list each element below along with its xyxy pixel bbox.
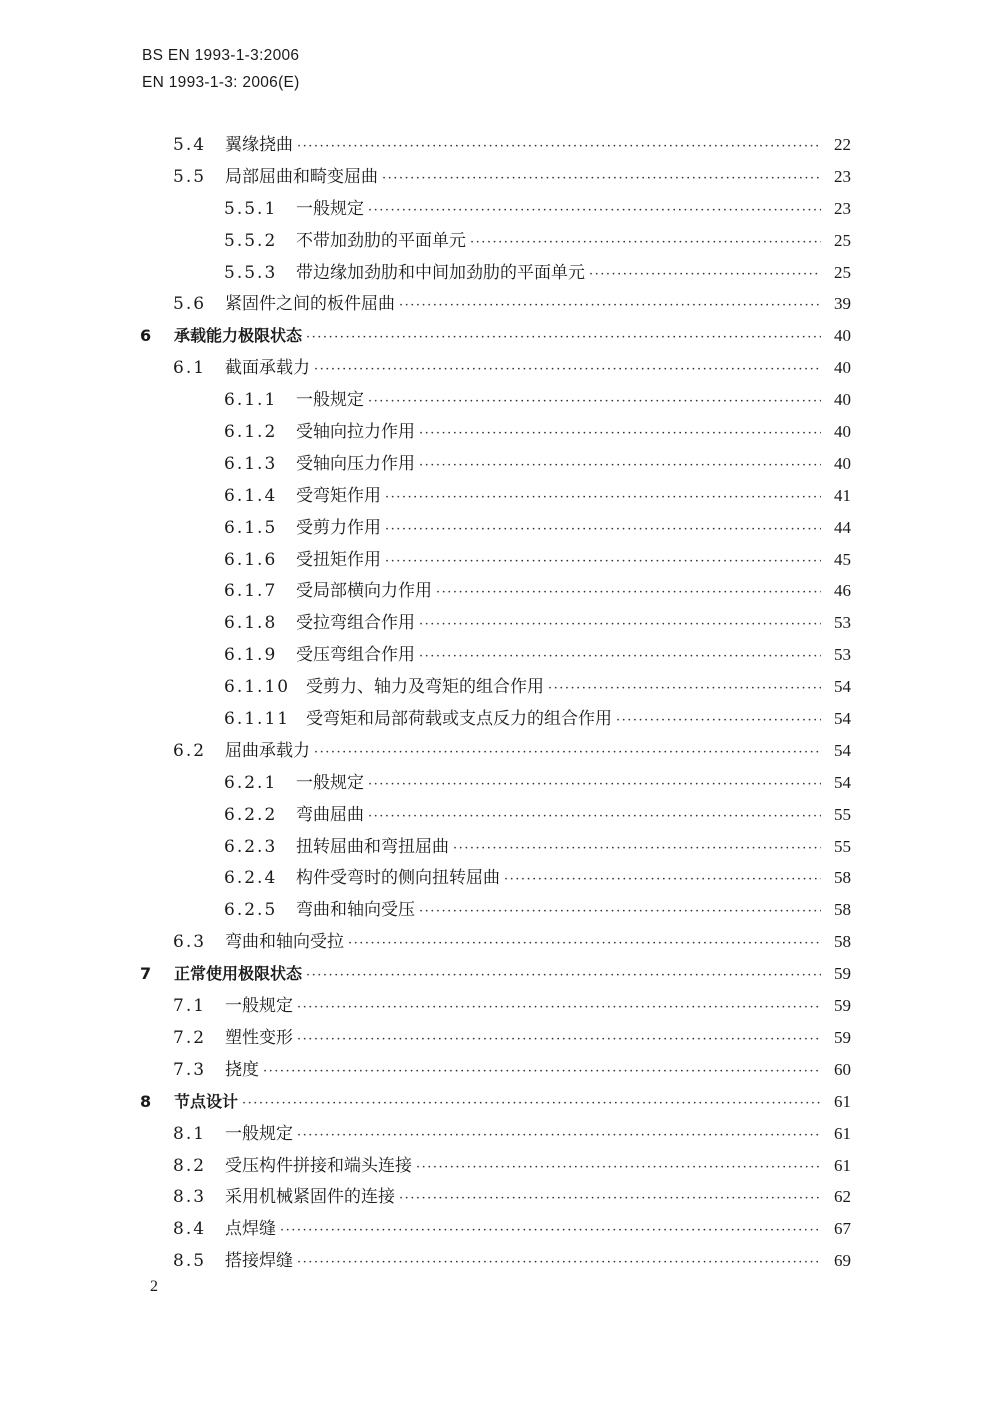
- dot-leader: [297, 1120, 821, 1152]
- toc-entry-number: 6.1.9: [224, 645, 278, 666]
- toc-entry-title: 搭接焊缝: [225, 1251, 293, 1272]
- toc-entry-page: 44: [834, 517, 851, 537]
- toc-entry-page: 59: [834, 996, 851, 1016]
- toc-entry: [140, 448, 851, 480]
- toc-entry-page: 58: [834, 868, 851, 888]
- toc-entry: [140, 225, 851, 257]
- toc-entry: [140, 831, 851, 863]
- toc-entry-title: 受扭矩作用: [296, 549, 381, 570]
- toc-entry-number: 6.1.5: [224, 517, 278, 538]
- toc-entry: [140, 575, 851, 607]
- toc-entry: [140, 352, 851, 384]
- document-header: [142, 42, 300, 96]
- dot-leader: [453, 833, 821, 865]
- dot-leader: [314, 354, 821, 386]
- dot-leader: [385, 482, 821, 514]
- toc-entry-page: 54: [834, 740, 851, 760]
- toc-entry-title: 扭转屈曲和弯扭屈曲: [296, 836, 449, 857]
- toc-entry-title: 受弯矩和局部荷载或支点反力的组合作用: [306, 709, 612, 730]
- toc-entry-page: 53: [834, 645, 851, 665]
- toc-entry-page: 23: [834, 166, 851, 186]
- toc-entry-number: 8.1: [173, 1123, 207, 1144]
- toc-entry-title: 一般规定: [296, 390, 364, 411]
- toc-entry-title: 紧固件之间的板件屈曲: [225, 294, 395, 315]
- toc-entry-page: 46: [834, 581, 851, 601]
- dot-leader: [382, 163, 821, 195]
- toc-entry: [140, 480, 851, 512]
- toc-entry-number: 7.3: [173, 1059, 207, 1080]
- toc-entry-number: 6.1.1: [224, 390, 278, 411]
- dot-leader: [297, 992, 821, 1024]
- toc-entry: [140, 1022, 851, 1054]
- toc-entry-page: 40: [834, 358, 851, 378]
- toc-entry-number: 7.1: [173, 996, 207, 1017]
- toc-entry-title: 受压弯组合作用: [296, 645, 415, 666]
- dot-leader: [419, 450, 821, 482]
- dot-leader: [368, 801, 821, 833]
- toc-entry-page: 39: [834, 294, 851, 314]
- toc-entry: [140, 1181, 851, 1213]
- toc-entry: [140, 703, 851, 735]
- dot-leader: [589, 259, 821, 291]
- toc-entry-number: 6.2: [173, 740, 207, 761]
- toc-entry-page: 60: [834, 1059, 851, 1079]
- toc-entry-page: 55: [834, 804, 851, 824]
- toc-entry-title: 一般规定: [296, 772, 364, 793]
- toc-entry-title: 塑性变形: [225, 1027, 293, 1048]
- toc-entry: [140, 1054, 851, 1086]
- dot-leader: [306, 960, 821, 992]
- toc-entry-number: 6.2.4: [224, 868, 278, 889]
- toc-entry: [140, 607, 851, 639]
- toc-entry-number: 8: [140, 1091, 152, 1111]
- toc-entry-page: 59: [834, 964, 851, 984]
- dot-leader: [419, 609, 821, 641]
- toc-entry-page: 23: [834, 198, 851, 218]
- toc-entry: [140, 735, 851, 767]
- toc-entry: [140, 926, 851, 958]
- dot-leader: [436, 577, 821, 609]
- toc-entry-number: 6.2.3: [224, 836, 278, 857]
- toc-entry-number: 6.1: [173, 358, 207, 379]
- toc-entry: [140, 767, 851, 799]
- dot-leader: [297, 1024, 821, 1056]
- toc-entry-page: 62: [834, 1187, 851, 1207]
- toc-entry-page: 61: [834, 1123, 851, 1143]
- table-of-contents: [140, 129, 851, 1277]
- toc-entry-number: 6.1.3: [224, 453, 278, 474]
- toc-entry-title: 弯曲屈曲: [296, 804, 364, 825]
- toc-entry: [140, 894, 851, 926]
- dot-leader: [280, 1215, 821, 1247]
- toc-entry: [140, 129, 851, 161]
- toc-entry-title: 受局部横向力作用: [296, 581, 432, 602]
- dot-leader: [368, 769, 821, 801]
- toc-entry-title: 节点设计: [174, 1091, 239, 1111]
- toc-entry-number: 5.5: [173, 166, 207, 187]
- dot-leader: [306, 322, 821, 354]
- toc-entry-page: 40: [834, 390, 851, 410]
- toc-entry: [140, 544, 851, 576]
- toc-entry-title: 带边缘加劲肋和中间加劲肋的平面单元: [296, 262, 585, 283]
- dot-leader: [419, 896, 821, 928]
- toc-entry-number: 8.4: [173, 1219, 207, 1240]
- toc-entry: [140, 1213, 851, 1245]
- toc-entry-title: 构件受弯时的侧向扭转屈曲: [296, 868, 500, 889]
- toc-entry-number: 6.1.4: [224, 485, 278, 506]
- toc-entry-title: 弯曲和轴向受拉: [225, 932, 344, 953]
- dot-leader: [616, 705, 821, 737]
- toc-entry-title: 挠度: [225, 1059, 259, 1080]
- toc-entry: [140, 320, 851, 352]
- dot-leader: [368, 386, 821, 418]
- toc-entry-title: 一般规定: [225, 996, 293, 1017]
- toc-entry: [140, 161, 851, 193]
- toc-entry: [140, 416, 851, 448]
- toc-entry: [140, 639, 851, 671]
- toc-entry-title: 一般规定: [296, 198, 364, 219]
- toc-entry-number: 6.1.8: [224, 613, 278, 634]
- toc-entry-number: 6.2.1: [224, 772, 278, 793]
- toc-entry-page: 41: [834, 485, 851, 505]
- toc-entry-title: 局部屈曲和畸变屈曲: [225, 166, 378, 187]
- toc-entry: [140, 1086, 851, 1118]
- toc-entry-number: 7.2: [173, 1027, 207, 1048]
- toc-entry-number: 6.1.11: [224, 709, 291, 730]
- dot-leader: [385, 514, 821, 546]
- dot-leader: [470, 227, 821, 259]
- dot-leader: [263, 1056, 821, 1088]
- toc-entry-number: 6.1.6: [224, 549, 278, 570]
- toc-entry: [140, 288, 851, 320]
- toc-entry-page: 25: [834, 262, 851, 282]
- dot-leader: [385, 546, 821, 578]
- dot-leader: [419, 418, 821, 450]
- toc-entry: [140, 799, 851, 831]
- toc-entry: [140, 1118, 851, 1150]
- toc-entry: [140, 1245, 851, 1277]
- toc-entry-number: 8.2: [173, 1155, 207, 1176]
- toc-entry-number: 6.1.7: [224, 581, 278, 602]
- toc-entry: [140, 257, 851, 289]
- toc-entry-page: 22: [834, 135, 851, 154]
- standard-code-bs: BS EN 1993-1-3:2006: [142, 47, 300, 64]
- toc-entry-number: 6.2.5: [224, 900, 278, 921]
- toc-entry-title: 屈曲承载力: [225, 740, 310, 761]
- toc-entry-number: 5.5.2: [224, 230, 278, 251]
- page-number: 2: [150, 1278, 158, 1295]
- toc-entry-page: 40: [834, 422, 851, 442]
- toc-entry-page: 25: [834, 230, 851, 250]
- toc-entry-number: 6.1.10: [224, 677, 291, 698]
- dot-leader: [368, 195, 821, 227]
- toc-entry-page: 69: [834, 1251, 851, 1271]
- toc-entry: [140, 1150, 851, 1182]
- toc-entry: [140, 990, 851, 1022]
- toc-entry: [140, 384, 851, 416]
- toc-entry-number: 6.2.2: [224, 804, 278, 825]
- dot-leader: [297, 1247, 821, 1279]
- toc-entry: [140, 958, 851, 990]
- toc-entry-title: 采用机械紧固件的连接: [225, 1187, 395, 1208]
- dot-leader: [314, 737, 821, 769]
- toc-entry-page: 58: [834, 932, 851, 952]
- toc-entry-page: 59: [834, 1027, 851, 1047]
- toc-entry-title: 受压构件拼接和端头连接: [225, 1155, 412, 1176]
- toc-entry-page: 61: [834, 1155, 851, 1175]
- toc-entry: [140, 512, 851, 544]
- toc-entry-page: 55: [834, 836, 851, 856]
- toc-entry-number: 7: [140, 964, 152, 984]
- toc-entry-title: 受轴向压力作用: [296, 453, 415, 474]
- toc-entry-number: 5.5.1: [224, 198, 278, 219]
- dot-leader: [504, 864, 821, 896]
- toc-entry-title: 受剪力作用: [296, 517, 381, 538]
- toc-entry-title: 一般规定: [225, 1123, 293, 1144]
- toc-entry-number: 6: [140, 326, 152, 346]
- dot-leader: [416, 1152, 821, 1184]
- toc-entry-title: 不带加劲肋的平面单元: [296, 230, 466, 251]
- toc-entry-number: 5.6: [173, 294, 207, 315]
- toc-entry-number: 6.1.2: [224, 422, 278, 443]
- toc-entry: [140, 671, 851, 703]
- toc-entry-page: 40: [834, 453, 851, 473]
- dot-leader: [297, 131, 821, 163]
- toc-entry-page: 53: [834, 613, 851, 633]
- toc-entry-title: 受剪力、轴力及弯矩的组合作用: [306, 677, 544, 698]
- standard-code-en: EN 1993-1-3: 2006(E): [142, 74, 300, 91]
- toc-entry-title: 点焊缝: [225, 1219, 276, 1240]
- toc-entry-title: 承载能力极限状态: [174, 326, 303, 346]
- toc-entry-page: 58: [834, 900, 851, 920]
- toc-entry-title: 弯曲和轴向受压: [296, 900, 415, 921]
- toc-entry-title: 受拉弯组合作用: [296, 613, 415, 634]
- toc-entry-page: 45: [834, 549, 851, 569]
- dot-leader: [548, 673, 821, 705]
- toc-entry-number: 5.5.3: [224, 262, 278, 283]
- toc-entry-title: 翼缘挠曲: [225, 135, 293, 155]
- toc-entry-number: 8.5: [173, 1251, 207, 1272]
- toc-entry-page: 54: [834, 772, 851, 792]
- dot-leader: [399, 1183, 821, 1215]
- toc-entry-page: 54: [834, 677, 851, 697]
- toc-entry-page: 67: [834, 1219, 851, 1239]
- dot-leader: [348, 928, 821, 960]
- toc-entry-page: 40: [834, 326, 851, 346]
- dot-leader: [242, 1088, 821, 1120]
- toc-entry-title: 受轴向拉力作用: [296, 422, 415, 443]
- toc-entry-title: 受弯矩作用: [296, 485, 381, 506]
- dot-leader: [419, 641, 821, 673]
- dot-leader: [399, 290, 821, 322]
- toc-entry-number: 5.4: [173, 135, 207, 155]
- toc-entry-number: 8.3: [173, 1187, 207, 1208]
- toc-entry: [140, 193, 851, 225]
- toc-entry-number: 6.3: [173, 932, 207, 953]
- toc-entry-title: 截面承载力: [225, 358, 310, 379]
- toc-entry-page: 54: [834, 709, 851, 729]
- toc-entry-title: 正常使用极限状态: [174, 964, 303, 984]
- toc-entry-page: 61: [834, 1091, 851, 1111]
- toc-entry: [140, 862, 851, 894]
